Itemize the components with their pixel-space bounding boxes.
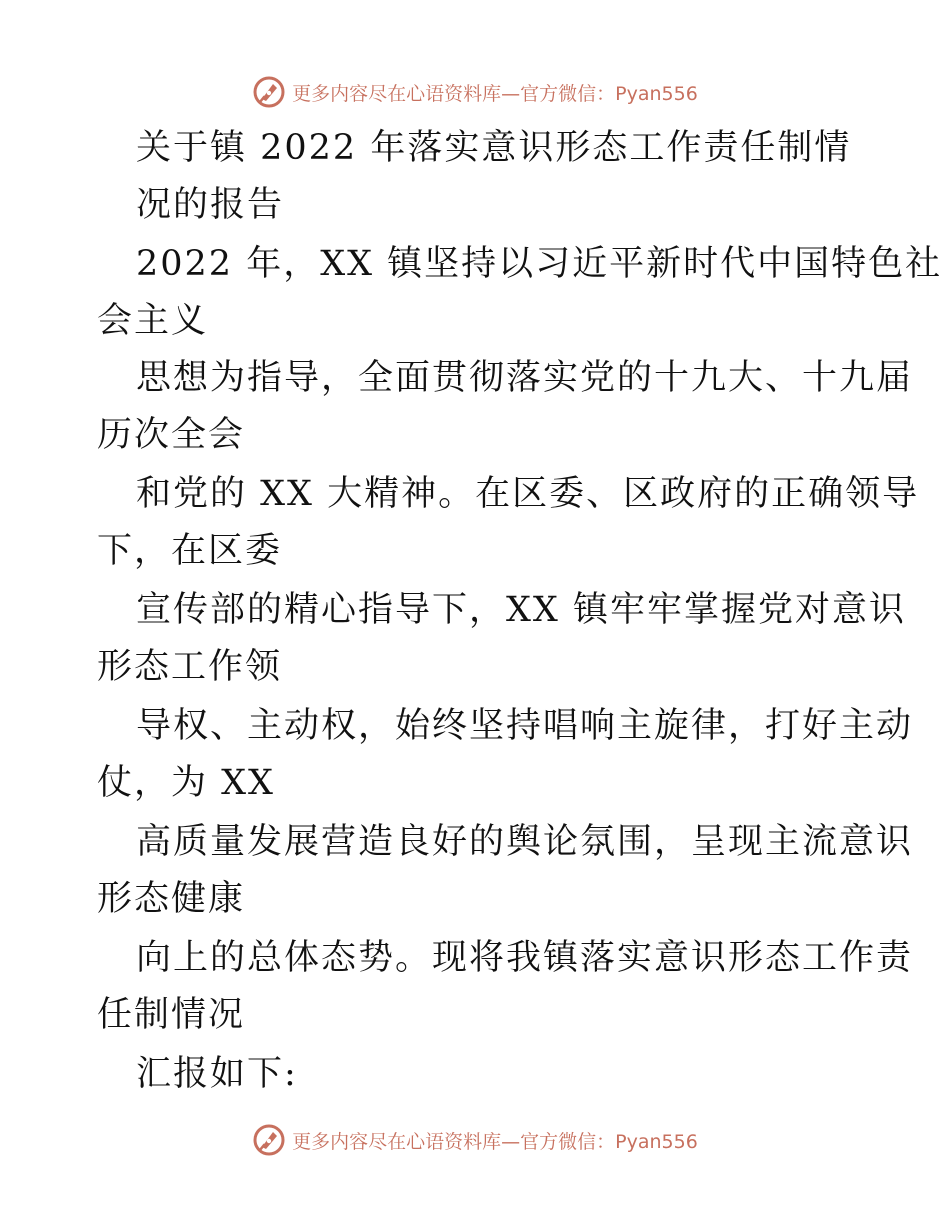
doc-line: 任制情况	[97, 995, 246, 1035]
doc-line: 宣传部的精心指导下，XX 镇牢牢掌握党对意识	[136, 590, 906, 630]
doc-line: 仗，为 XX	[97, 763, 275, 803]
doc-line: 2022 年，XX 镇坚持以习近平新时代中国特色社	[136, 244, 943, 284]
doc-line: 向上的总体态势。现将我镇落实意识形态工作责	[136, 938, 914, 978]
doc-line: 形态工作领	[97, 647, 283, 687]
footer-watermark	[0, 1120, 950, 1160]
watermark-text: 更多内容尽在心语资料库—官方微信：Pyan556	[292, 82, 698, 105]
pen-nib-logo-icon	[252, 1123, 286, 1157]
doc-line: 形态健康	[97, 879, 246, 919]
doc-line: 会主义	[97, 301, 209, 341]
doc-title-line-2: 况的报告	[136, 185, 285, 225]
doc-line: 和党的 XX 大精神。在区委、区政府的正确领导	[136, 474, 920, 514]
doc-line: 历次全会	[97, 415, 246, 455]
doc-line: 汇报如下:	[136, 1054, 298, 1094]
watermark-text: 更多内容尽在心语资料库—官方微信：Pyan556	[292, 1130, 698, 1153]
doc-line: 思想为指导，全面贯彻落实党的十九大、十九届	[136, 358, 914, 398]
doc-line: 高质量发展营造良好的舆论氛围，呈现主流意识	[136, 822, 914, 862]
doc-title-line-1: 关于镇 2022 年落实意识形态工作责任制情	[136, 128, 852, 168]
doc-line: 下，在区委	[97, 531, 283, 571]
doc-line: 导权、主动权，始终坚持唱响主旋律，打好主动	[136, 706, 914, 746]
